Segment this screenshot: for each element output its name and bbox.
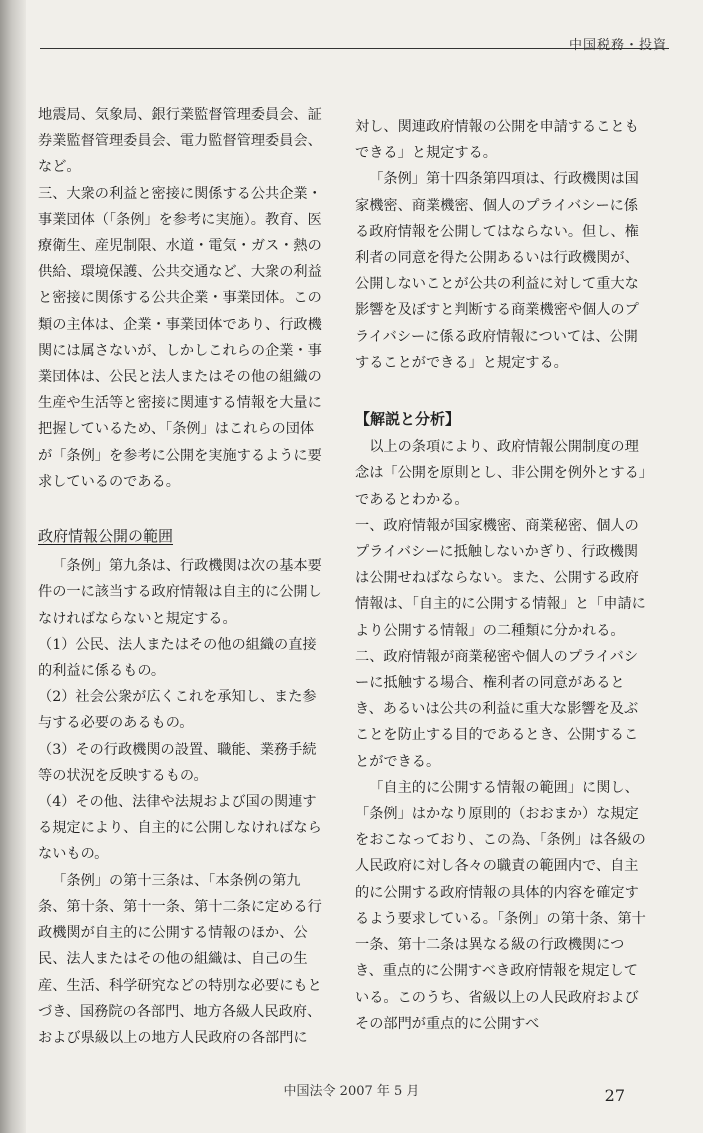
footer-journal-info: 中国法令 2007 年 5 月 bbox=[283, 1084, 420, 1099]
list-item: （1）公民、法人またはその他の組織の直接的利益に係るもの。 bbox=[38, 636, 317, 680]
paragraph: 一、政府情報が国家機密、商業秘密、個人のプライバシーに抵触しないかぎり、行政機関は公開せねばならない。また、公開する政府情報は、「自主的に公開する情報」と「申請により公開する情報」の二種類に分かれる。 bbox=[355, 517, 646, 639]
paragraph: 地震局、気象局、銀行業監督管理委員会、証券業監督管理委員会、電力監督管理委員会、など。 bbox=[38, 107, 322, 176]
running-head: 中国税務・投資 bbox=[568, 38, 667, 53]
paragraph: 三、大衆の利益と密接に関係する公共企業・事業団体（「条例」を参考に実施）。教育、医療衛生、産児制限、水道・電気・ガス・熱の供給、環境保護、公共交通など、大衆の利益と密接に関係する公共企業・事業団体。この類の主体は、企業・事業団体であり、行政機関には属さないが、しかしこれらの企業・事業団体は、公民と法人またはその他の組織の生産や生活等と密接に関連する情報を大量に把握しているため、「条例」はこれらの団体が「条例」を参考に公開を実施するように要求しているのである。 bbox=[38, 185, 322, 490]
section-title: 政府情報公開の範囲 bbox=[38, 527, 174, 546]
list-item: （4）その他、法律や法規および国の関連する規定により、自主的に公開しなければならないもの。 bbox=[38, 794, 322, 863]
list-item: （2）社会公衆が広くこれを承知し、また参与する必要のあるもの。 bbox=[38, 689, 317, 732]
paragraph: 「条例」第九条は、行政機関は次の基本要件の一に該当する政府情報は自主的に公開しなければならないと規定する。 bbox=[38, 558, 322, 627]
section-title: 【解説と分析】 bbox=[355, 410, 461, 429]
left-column bbox=[38, 102, 328, 1051]
paragraph: 二、政府情報が商業秘密や個人のプライバシーに抵触する場合、権利者の同意があるとき、あるいは公共の利益に重大な影響を及ぶことを防止する目的であるとき、公開することができる。 bbox=[355, 648, 639, 770]
paragraph: 以上の条項により、政府情報公開制度の理念は「公開を原則とし、非公開を例外とする」であるとわかる。 bbox=[355, 439, 646, 508]
paragraph: 「条例」第十四条第四項は、行政機関は国家機密、商業機密、個人のプライバシーに係る政府情報を公開してはならない。但し、権利者の同意を得た公開あるいは行政機関が、公開しないことが公共の利益に対して重大な影響を及ぼすと判断する商業機密や個人のプライバシーに係る政府情報については、公開することができる」と規定する。 bbox=[355, 171, 639, 371]
list-item: （3）その行政機関の設置、職能、業務手続等の状況を反映するもの。 bbox=[38, 741, 317, 784]
right-column bbox=[355, 114, 648, 1037]
book-spine-shadow bbox=[0, 0, 26, 1133]
paragraph: 対し、関連政府情報の公開を申請することもできる」と規定する。 bbox=[355, 119, 639, 162]
paragraph: 「自主的に公開する情報の範囲」に関し、「条例」はかなり原則的（おおまか）な規定をおこなっており、この為、「条例」は各級の人民政府に対し各々の職責の範囲内で、自主的に公開する政府情報の具体的内容を確定するよう要求している。「条例」の第十条、第十一条、第十二条は異なる級の行政機関につき、重点的に公開すべき政府情報を規定している。このうち、省級以上の人民政府およびその部門が重点的に公開すべ bbox=[355, 779, 646, 1032]
paragraph: 「条例」の第十三条は、「本条例の第九条、第十条、第十一条、第十二条に定める行政機関が自主的に公開する情報のほか、公民、法人またはその他の組織は、自己の生産、生活、科学研究などの特別な必要にもとづき、国務院の各部門、地方各級人民政府、および県級以上の地方人民政府の各部門に bbox=[38, 872, 322, 1046]
header-rule bbox=[40, 48, 669, 49]
page-number: 27 bbox=[604, 1086, 625, 1105]
